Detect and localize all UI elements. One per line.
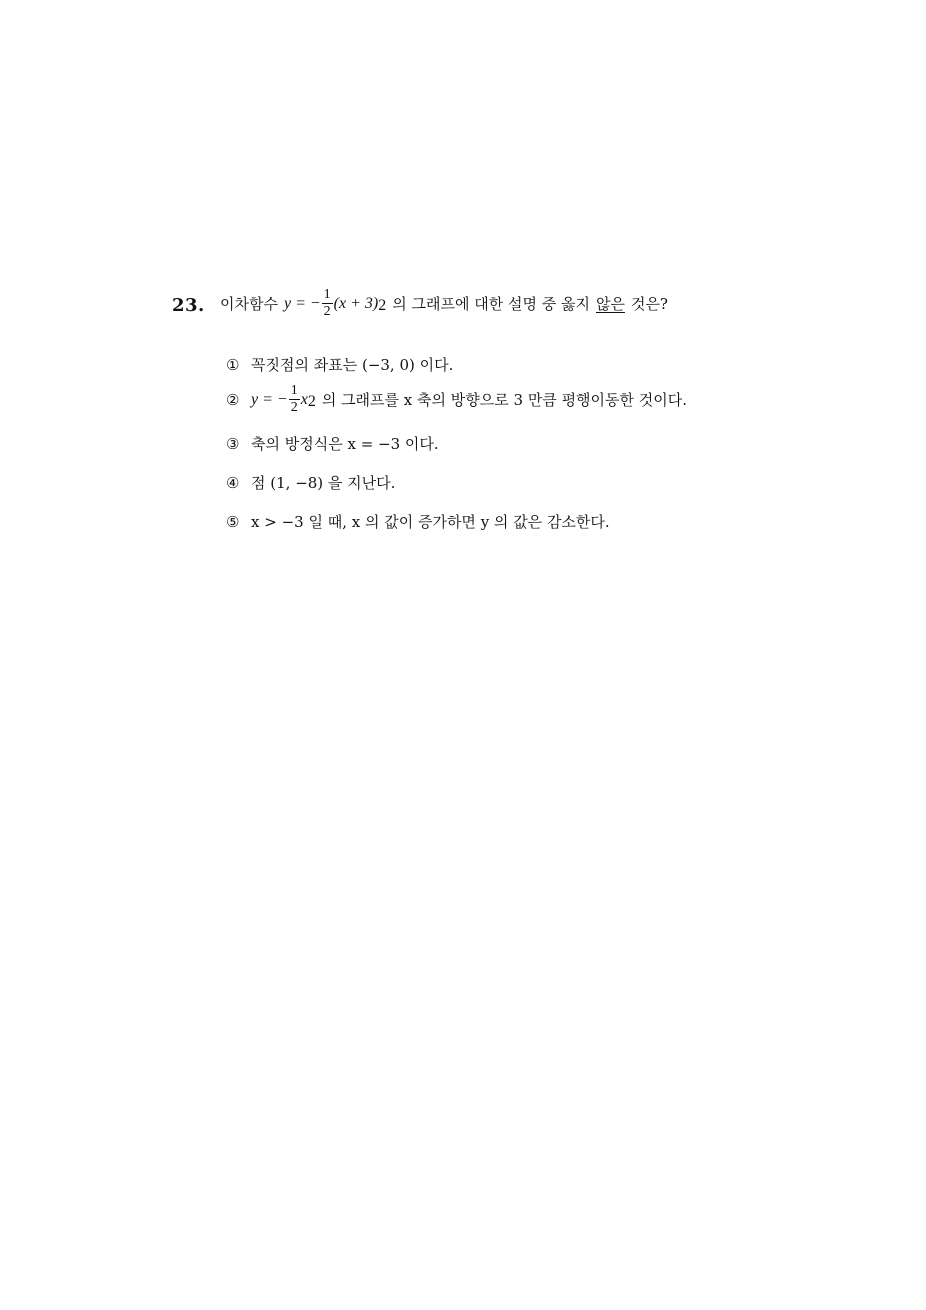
question-stem [220, 288, 668, 319]
choice-text: 축의 방정식은 x = −3 이다. [251, 435, 439, 453]
fraction-denominator: 2 [323, 304, 331, 319]
function-lhs: y = − [283, 294, 321, 312]
choice-5[interactable] [226, 511, 610, 532]
choice-marker: ③ [226, 434, 240, 453]
choice-marker: ① [226, 355, 240, 374]
stem-middle: 의 그래프에 대한 설명 중 옳지 [392, 295, 590, 313]
choice-1[interactable] [226, 354, 453, 375]
choice-text: x > −3 일 때, x 의 값이 증가하면 y 의 값은 감소한다. [251, 513, 610, 531]
choice-text: 점 (1, −8) 을 지난다. [251, 474, 396, 492]
function-rhs: (x + 3) [333, 294, 379, 312]
choice-2-fraction [289, 384, 300, 415]
choice-4[interactable] [226, 472, 395, 493]
choice-marker: ⑤ [226, 512, 240, 531]
choice-2-lhs: y = − [251, 390, 288, 408]
fraction-numerator: 1 [290, 383, 298, 398]
choice-marker: ④ [226, 473, 240, 492]
stem-suffix: 것은? [630, 295, 668, 313]
function-exponent: 2 [378, 297, 387, 314]
fraction-numerator: 1 [323, 287, 331, 302]
stem-underlined-word: 않은 [595, 295, 625, 313]
choice-3[interactable] [226, 433, 439, 454]
choice-text: 의 그래프를 x 축의 방향으로 3 만큼 평행이동한 것이다. [321, 391, 688, 409]
choice-2[interactable] [226, 384, 687, 415]
choice-2-variable: x [300, 390, 308, 408]
choice-2-exponent: 2 [307, 393, 316, 410]
fraction-denominator: 2 [290, 400, 298, 415]
function-fraction [322, 288, 333, 319]
choice-marker: ② [226, 390, 240, 409]
question-number: 23. [172, 295, 205, 316]
stem-prefix: 이차함수 [220, 295, 278, 313]
choice-text: 꼭짓점의 좌표는 (−3, 0) 이다. [251, 356, 454, 374]
